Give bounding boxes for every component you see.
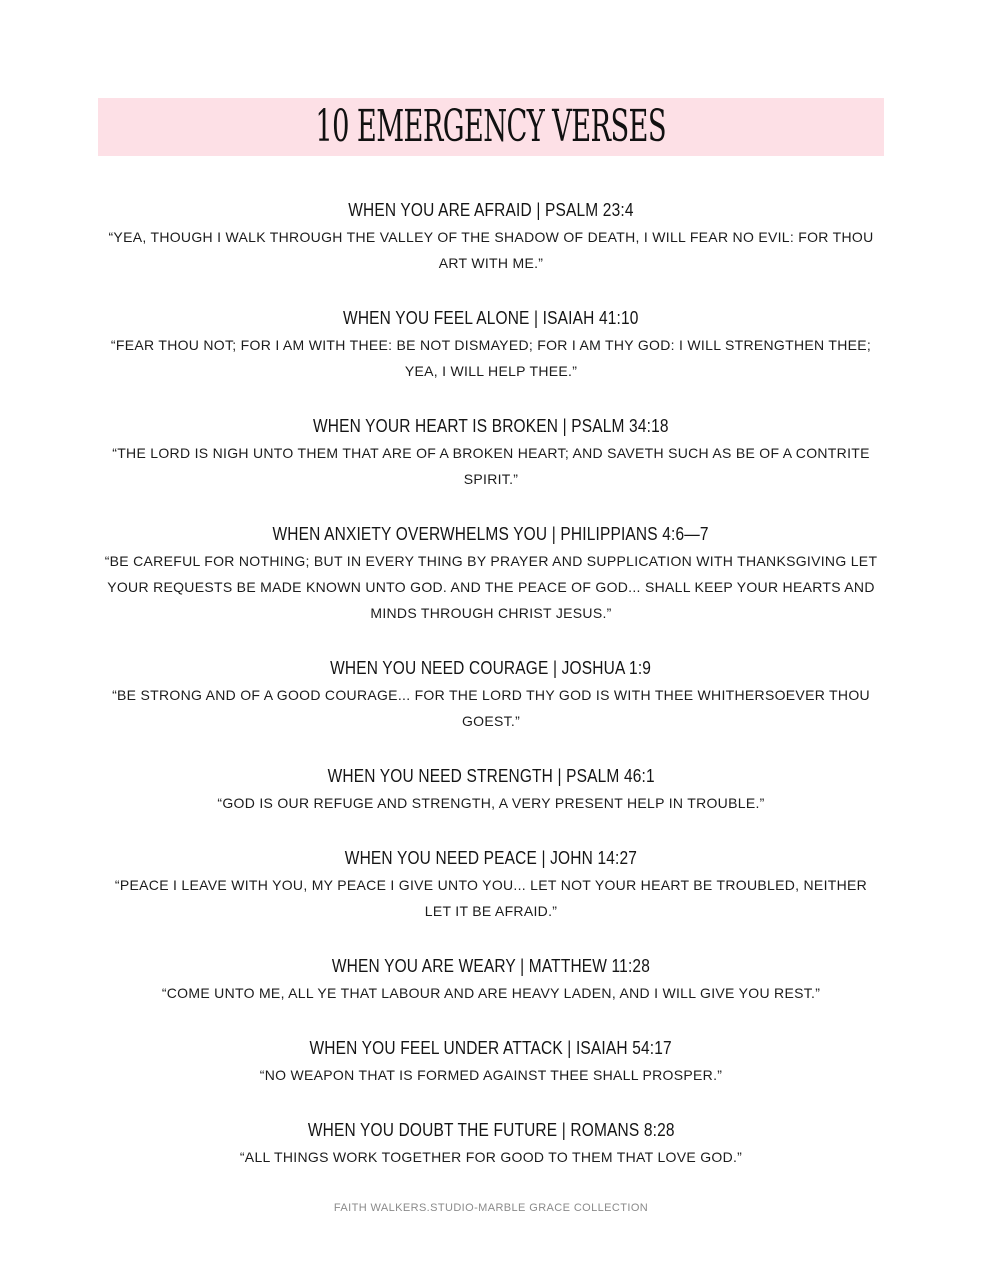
verse-text: “ALL THINGS WORK TOGETHER FOR GOOD TO THEM THAT LOVE GOD.”: [239, 1149, 743, 1165]
verse-heading: WHEN YOU NEED STRENGTH | PSALM 46:1: [327, 766, 655, 786]
verse-text: “FEAR THOU NOT; FOR I AM WITH THEE: BE NOT DISMAYED; FOR I AM THY GOD: I WILL STRENGTHEN THEE; YEA, I WILL HELP THEE.”: [110, 337, 872, 379]
footer-credit: FAITH WALKERS.STUDIO-MARBLE GRACE COLLECTION: [333, 1202, 649, 1214]
verse-item: [98, 196, 884, 276]
verse-heading: WHEN YOU ARE WEARY | MATTHEW 11:28: [331, 956, 651, 976]
verse-heading: WHEN YOU FEEL ALONE | ISAIAH 41:10: [343, 308, 639, 328]
verse-item: [98, 844, 884, 924]
verse-heading: WHEN YOU ARE AFRAID | PSALM 23:4: [348, 200, 634, 220]
verse-item: [98, 520, 884, 626]
verse-heading: WHEN ANXIETY OVERWHELMS YOU | PHILIPPIANS 4:6—7: [272, 524, 710, 544]
verse-heading: WHEN YOU NEED PEACE | JOHN 14:27: [344, 848, 638, 868]
verse-text: “BE CAREFUL FOR NOTHING; BUT IN EVERY THING BY PRAYER AND SUPPLICATION WITH THANKSGIVING LET YOUR REQUESTS BE MADE KNOWN UNTO GOD. AND THE PEACE OF GOD... SHALL KEEP YOUR HEARTS AND MINDS THROUGH CHRIST JESUS.”: [104, 553, 878, 621]
verse-text: “PEACE I LEAVE WITH YOU, MY PEACE I GIVE UNTO YOU... LET NOT YOUR HEART BE TROUBLED, NEITHER LET IT BE AFRAID.”: [114, 877, 868, 919]
verse-item: [98, 654, 884, 734]
verse-text: “GOD IS OUR REFUGE AND STRENGTH, A VERY PRESENT HELP IN TROUBLE.”: [217, 795, 765, 811]
title-banner: [98, 98, 884, 156]
verse-item: [98, 304, 884, 384]
verse-heading: WHEN YOU DOUBT THE FUTURE | ROMANS 8:28: [307, 1120, 675, 1140]
verse-item: [98, 412, 884, 492]
verse-item: [98, 1116, 884, 1170]
verse-heading: WHEN YOU NEED COURAGE | JOSHUA 1:9: [330, 658, 652, 678]
verse-text: “YEA, THOUGH I WALK THROUGH THE VALLEY OF THE SHADOW OF DEATH, I WILL FEAR NO EVIL: FOR THOU ART WITH ME.”: [108, 229, 874, 271]
verse-item: [98, 1034, 884, 1088]
verse-heading: WHEN YOU FEEL UNDER ATTACK | ISAIAH 54:17: [309, 1038, 673, 1058]
verse-list: [98, 196, 884, 1170]
verse-heading: WHEN YOUR HEART IS BROKEN | PSALM 34:18: [313, 416, 669, 436]
verse-text: “THE LORD IS NIGH UNTO THEM THAT ARE OF A BROKEN HEART; AND SAVETH SUCH AS BE OF A CONTRITE SPIRIT.”: [112, 445, 870, 487]
verse-text: “BE STRONG AND OF A GOOD COURAGE... FOR THE LORD THY GOD IS WITH THEE WHITHERSOEVER THOU GOEST.”: [112, 687, 870, 729]
verse-item: [98, 952, 884, 1006]
verse-text: “COME UNTO ME, ALL YE THAT LABOUR AND ARE HEAVY LADEN, AND I WILL GIVE YOU REST.”: [161, 985, 821, 1001]
verse-item: [98, 762, 884, 816]
page-title: 10 EMERGENCY VERSES: [315, 101, 667, 152]
verse-text: “NO WEAPON THAT IS FORMED AGAINST THEE SHALL PROSPER.”: [259, 1067, 723, 1083]
